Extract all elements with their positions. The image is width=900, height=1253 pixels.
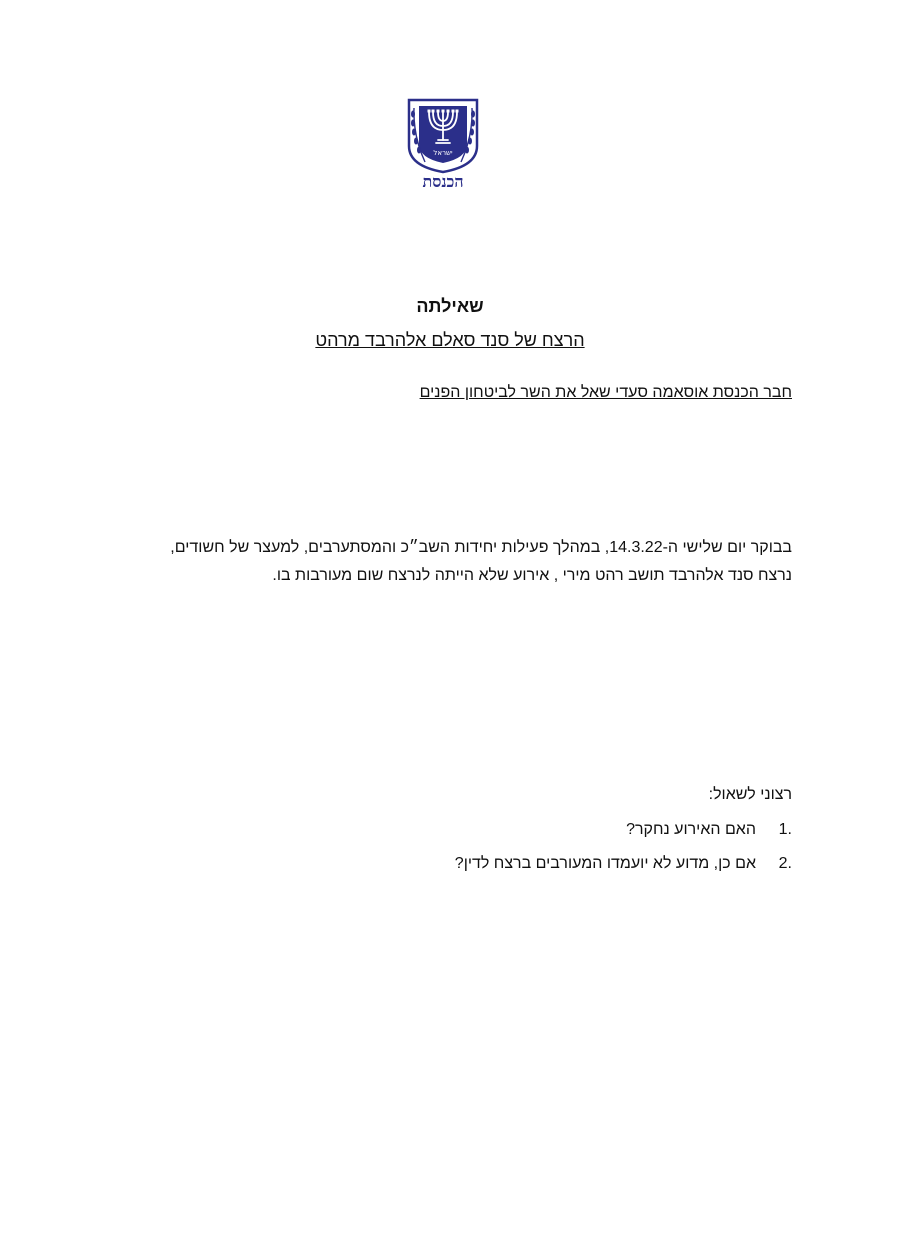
document-subject: הרצח של סנד סאלם אלהרבד מרהט [315,330,585,350]
question-text: אם כן, מדוע לא יועמדו המעורבים ברצח לדין? [454,855,756,872]
questions-list [192,821,792,889]
emblem-caption: הכנסת [422,172,464,191]
emblem-inscription: ישראל [433,149,453,157]
body-paragraph [92,534,792,590]
question-item [192,821,792,855]
body-line: בבוקר יום שלישי ה-14.3.22, במהלך פעילות יחידות השב״כ והמסתערבים, למעצר של חשודים, [170,539,792,556]
document-heading: שאילתה [416,296,484,316]
body-line: נרצח סנד אלהרבד תושב רהט מירי , אירוע שלא הייתה לנרצח שום מעורבות בו. [272,567,792,584]
menorah-emblem-icon [405,96,481,174]
question-number: 1. [778,821,792,838]
ask-intro: רצוני לשאול: [708,786,792,803]
question-number: 2. [778,855,792,872]
asker-line: חבר הכנסת אוסאמה סעדי שאל את השר לביטחון הפנים [419,384,792,401]
question-text: האם האירוע נחקר? [626,821,756,838]
question-item [192,855,792,889]
